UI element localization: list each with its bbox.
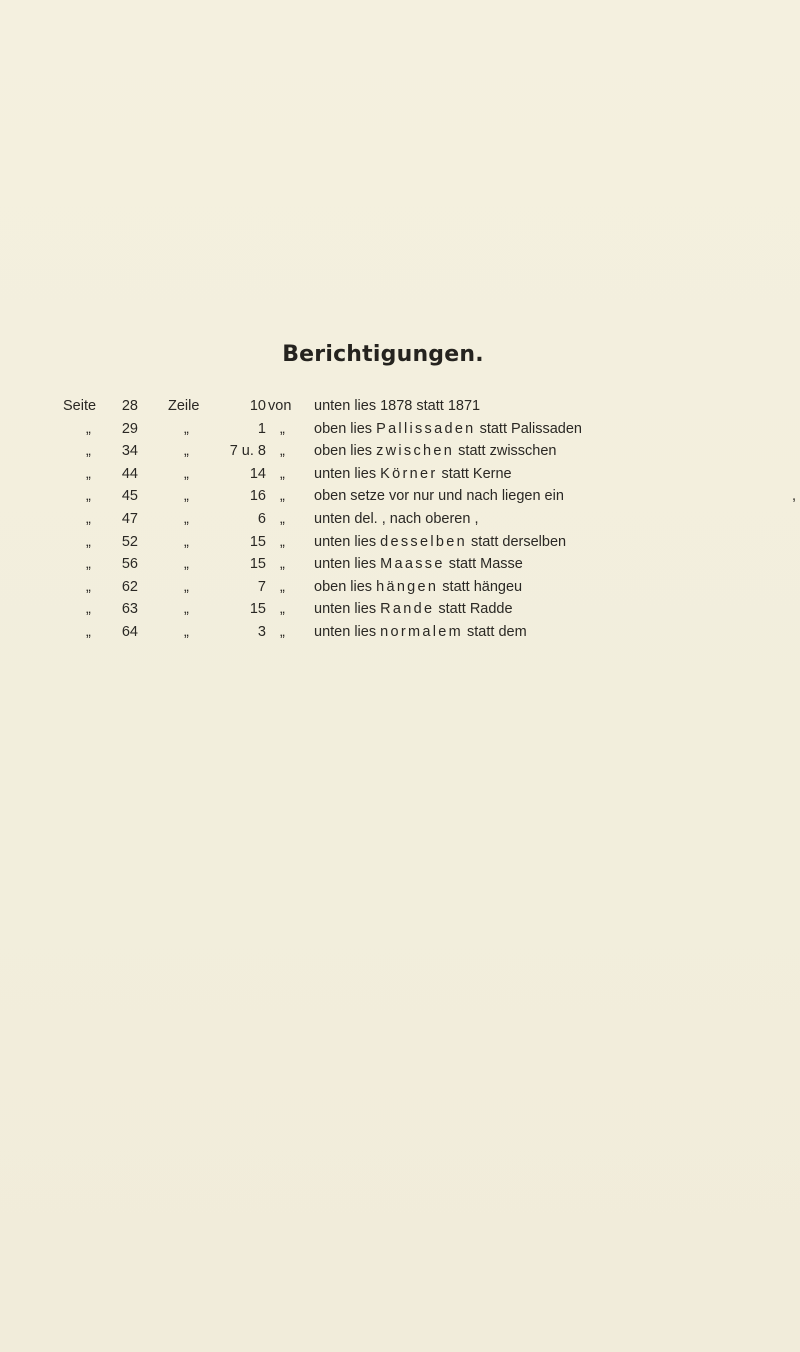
ditto-mark: „ <box>280 488 285 505</box>
ditto-mark: „ <box>86 465 91 482</box>
spaced-correction: Maasse <box>380 556 445 573</box>
errata-row <box>0 624 800 647</box>
errata-row <box>0 488 800 511</box>
line-number: 3 <box>257 623 266 640</box>
ditto-mark: „ <box>280 556 285 573</box>
correction-part: lies <box>354 556 381 573</box>
page-number: 34 <box>121 443 138 460</box>
ditto-mark: „ <box>86 601 91 618</box>
spaced-correction: hängen <box>376 578 439 595</box>
ditto-mark: „ <box>280 420 285 437</box>
position-word: unten <box>314 398 355 414</box>
ditto-mark: „ <box>184 623 189 640</box>
ditto-mark: „ <box>280 465 285 482</box>
errata-row <box>0 601 800 624</box>
correction-text <box>314 579 522 595</box>
ditto-mark: „ <box>280 601 285 618</box>
correction-part: lies <box>354 601 381 618</box>
ditto-mark: „ <box>184 443 189 460</box>
position-word: oben <box>314 420 351 437</box>
position-word: unten <box>314 533 355 550</box>
correction-text <box>314 624 527 640</box>
correction-part: lies <box>354 465 381 482</box>
correction-part: statt Masse <box>444 556 523 573</box>
ditto-mark: „ <box>280 623 285 640</box>
ditto-mark: „ <box>184 420 189 437</box>
line-number: 15 <box>249 533 266 550</box>
position-word: unten <box>314 465 355 482</box>
ditto-mark: „ <box>280 510 285 527</box>
page-number: 64 <box>121 623 138 640</box>
ditto-mark: „ <box>184 488 189 505</box>
correction-part: statt Palissaden <box>475 420 582 437</box>
ditto-mark: „ <box>280 578 285 595</box>
page-number: 28 <box>121 398 138 414</box>
correction-part: lies <box>354 533 381 550</box>
errata-list <box>0 398 800 647</box>
correction-part: setze vor nur und nach liegen ein <box>350 488 564 505</box>
page-number: 63 <box>121 601 138 618</box>
errata-row <box>0 534 800 557</box>
ditto-mark: „ <box>184 533 189 550</box>
line-number: 10 <box>249 398 266 414</box>
ditto-mark: „ <box>86 533 91 550</box>
zeile-label: Zeile <box>168 398 200 414</box>
page-number: 62 <box>121 578 138 595</box>
von-label: von <box>268 398 292 414</box>
correction-part: lies 1878 statt 1871 <box>354 398 481 414</box>
ditto-mark: „ <box>184 578 189 595</box>
page-title: Berichtigungen. <box>282 342 484 367</box>
ditto-mark: „ <box>86 420 91 437</box>
correction-part: lies <box>350 578 377 595</box>
correction-text <box>314 511 478 527</box>
ditto-mark: „ <box>86 556 91 573</box>
correction-part: lies <box>350 443 377 460</box>
position-word: oben <box>314 578 351 595</box>
correction-part: statt dem <box>463 623 527 640</box>
spaced-correction: normalem <box>380 623 463 640</box>
line-number: 15 <box>249 601 266 618</box>
page-number: 44 <box>121 465 138 482</box>
position-word: unten <box>314 510 355 527</box>
ditto-mark: „ <box>86 443 91 460</box>
page-number: 29 <box>121 420 138 437</box>
ditto-mark: „ <box>184 465 189 482</box>
errata-row <box>0 466 800 489</box>
line-number: 6 <box>257 510 266 527</box>
ditto-mark: „ <box>280 533 285 550</box>
correction-part: statt zwisschen <box>454 443 557 460</box>
ditto-mark: „ <box>86 510 91 527</box>
correction-part: statt hängeu <box>438 578 523 595</box>
page-number: 52 <box>121 533 138 550</box>
correction-text <box>314 488 564 504</box>
position-word: oben <box>314 488 351 505</box>
page-number: 56 <box>121 556 138 573</box>
correction-part: del. , nach oberen , <box>354 510 479 527</box>
correction-text <box>314 601 513 617</box>
correction-part: statt Kerne <box>437 465 512 482</box>
ditto-mark: „ <box>86 623 91 640</box>
position-word: oben <box>314 443 351 460</box>
ditto-mark: „ <box>184 601 189 618</box>
line-number: 7 u. 8 <box>229 443 266 460</box>
line-number: 16 <box>249 488 266 505</box>
correction-part: statt derselben <box>466 533 567 550</box>
correction-part: statt Radde <box>434 601 513 618</box>
seite-label: Seite <box>63 398 97 414</box>
errata-row <box>0 398 800 421</box>
errata-row <box>0 579 800 602</box>
correction-part: lies <box>354 623 381 640</box>
page-number: 45 <box>121 488 138 505</box>
correction-text <box>314 398 480 414</box>
ditto-mark: „ <box>86 488 91 505</box>
errata-row <box>0 443 800 466</box>
ditto-mark: „ <box>280 443 285 460</box>
line-number: 1 <box>257 420 266 437</box>
spaced-correction: Körner <box>380 465 438 482</box>
errata-row <box>0 421 800 444</box>
spaced-correction: desselben <box>380 533 467 550</box>
ditto-mark: „ <box>86 578 91 595</box>
spaced-correction: Pallissaden <box>376 420 476 437</box>
position-word: unten <box>314 623 355 640</box>
line-number: 7 <box>257 578 266 595</box>
correction-part: lies <box>350 420 377 437</box>
spaced-correction: zwischen <box>376 443 455 460</box>
line-number: 15 <box>249 556 266 573</box>
errata-row <box>0 511 800 534</box>
correction-text <box>314 421 582 437</box>
ditto-mark: „ <box>184 510 189 527</box>
trailing-comma: , <box>792 488 797 505</box>
errata-row <box>0 556 800 579</box>
correction-text <box>314 466 512 482</box>
correction-text <box>314 534 566 550</box>
spaced-correction: Rande <box>380 601 435 618</box>
correction-text <box>314 443 556 459</box>
position-word: unten <box>314 601 355 618</box>
correction-text <box>314 556 523 572</box>
position-word: unten <box>314 556 355 573</box>
page-number: 47 <box>121 510 138 527</box>
ditto-mark: „ <box>184 556 189 573</box>
line-number: 14 <box>249 465 266 482</box>
